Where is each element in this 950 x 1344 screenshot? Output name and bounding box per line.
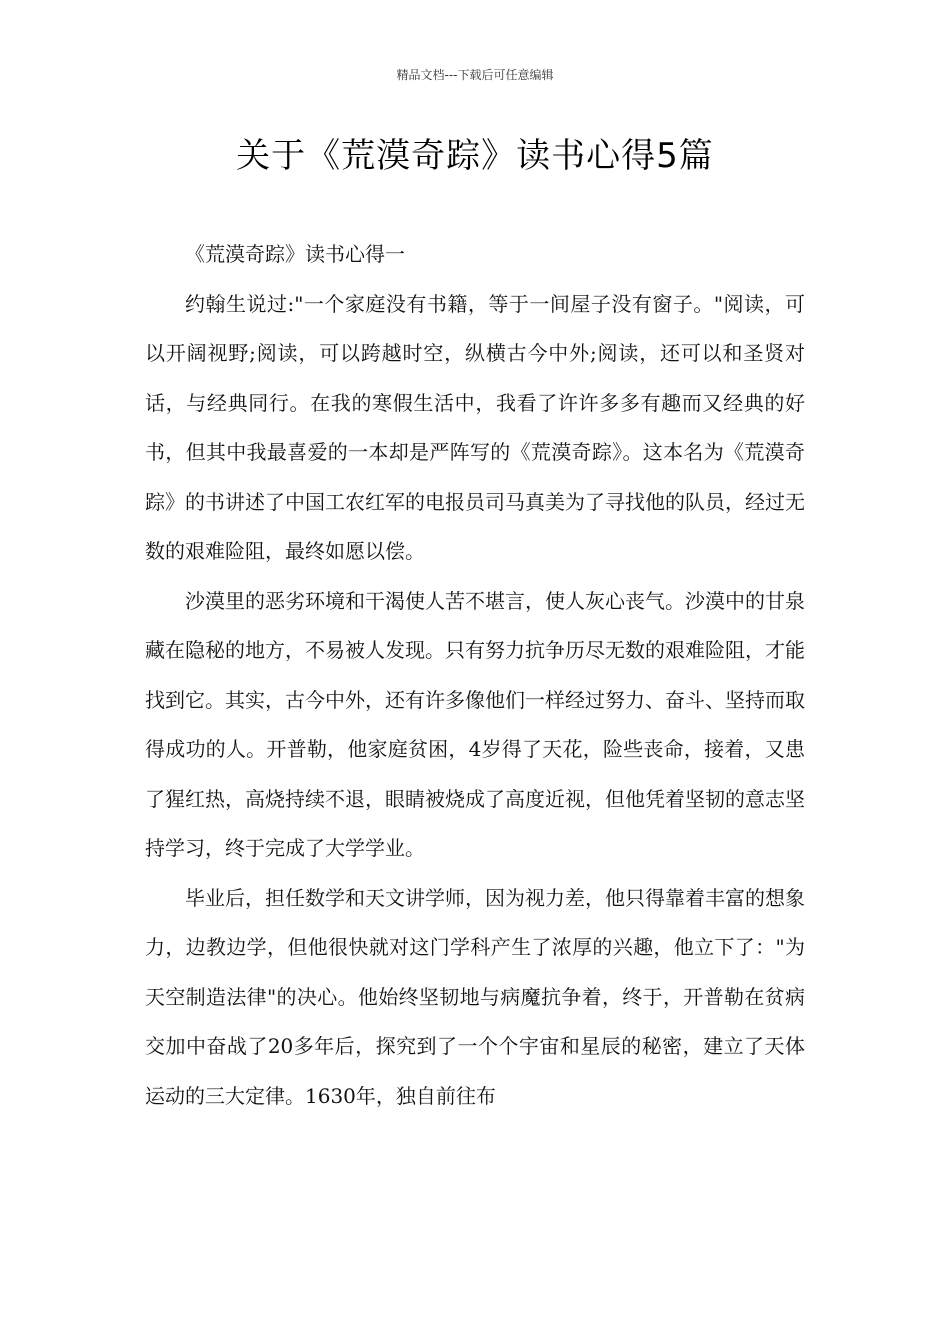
document-body — [145, 230, 805, 1121]
section-heading: 《荒漠奇踪》读书心得一 — [185, 242, 405, 266]
document-title: 关于《荒漠奇踪》读书心得5篇 — [236, 136, 714, 176]
header-note: 精品文档---下载后可任意编辑 — [396, 68, 554, 82]
paragraph-2: 沙漠里的恶劣环境和干渴使人苦不堪言，使人灰心丧气。沙漠中的甘泉藏在隐秘的地方，不易被人发现。只有努力抗争历尽无数的艰难险阻，才能找到它。其实，古今中外，还有许多像他们一样经过努力、奋斗、坚持而取得成功的人。开普勒，他家庭贫困，4岁得了天花，险些丧命，接着，又患了猩红热，高烧持续不退，眼睛被烧成了高度近视，但他凭着坚韧的意志坚持学习，终于完成了大学学业。 — [145, 588, 805, 860]
paragraph-3: 毕业后，担任数学和天文讲学师，因为视力差，他只得靠着丰富的想象力，边教边学，但他很快就对这门学科产生了浓厚的兴趣，他立下了："为天空制造法律"的决心。他始终坚韧地与病魔抗争着，终于，开普勒在贫病交加中奋战了20多年后，探究到了一个个宇宙和星辰的秘密，建立了天体运动的三大定律。1630年，独自前往布 — [145, 885, 805, 1108]
paragraph-1: 约翰生说过:"一个家庭没有书籍，等于一间屋子没有窗子。"阅读，可以开阔视野;阅读，可以跨越时空，纵横古今中外;阅读，还可以和圣贤对话，与经典同行。在我的寒假生活中，我看了许许多多有趣而又经典的好书，但其中我最喜爱的一本却是严阵写的《荒漠奇踪》。这本名为《荒漠奇踪》的书讲述了中国工农红军的电报员司马真美为了寻找他的队员，经过无数的艰难险阻，最终如愿以偿。 — [145, 291, 805, 563]
